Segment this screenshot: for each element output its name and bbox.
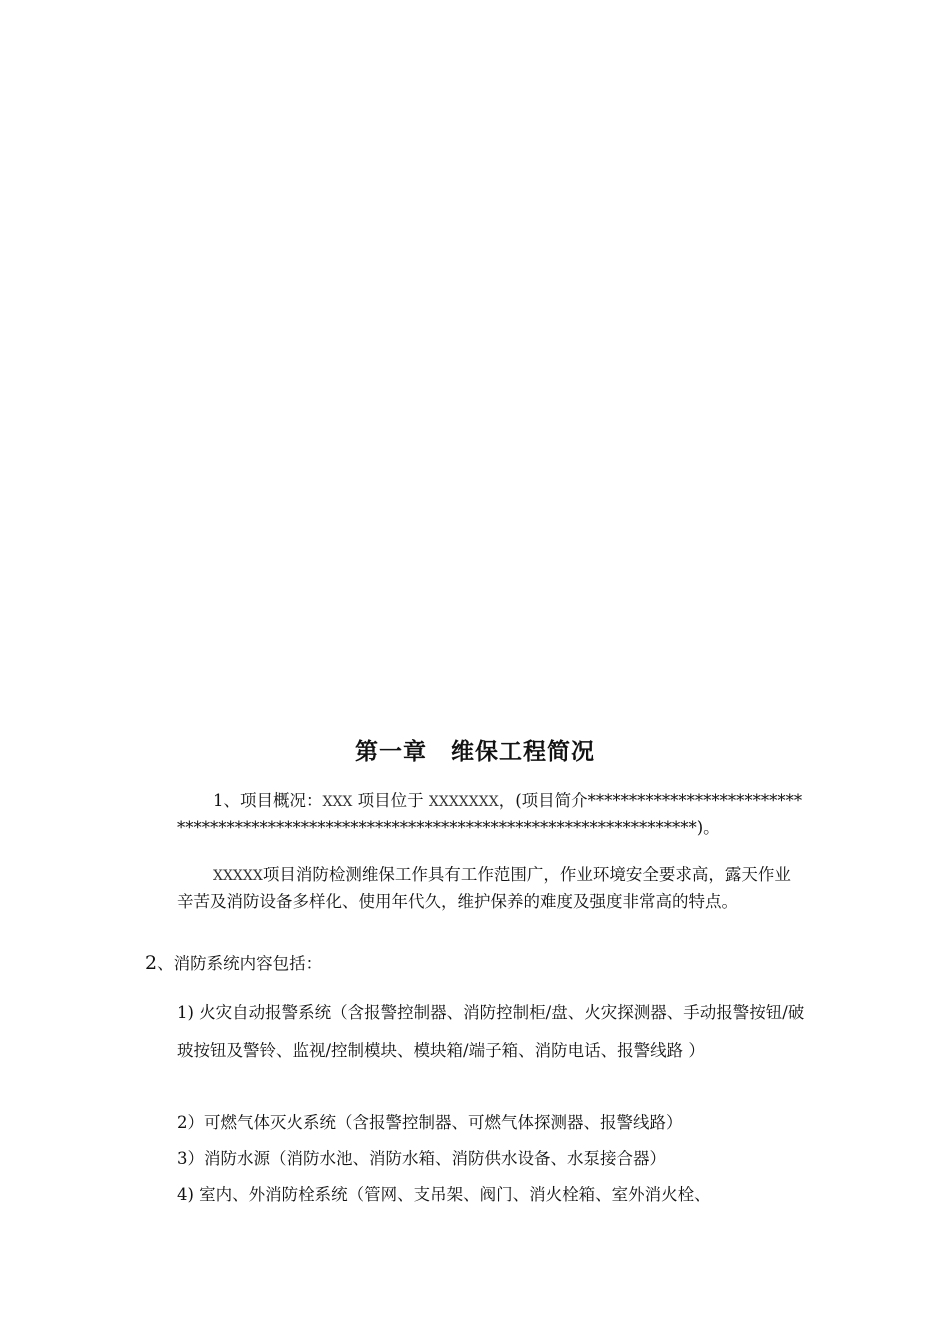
project-features-paragraph	[177, 862, 807, 915]
project-features-text: 项目消防检测维保工作具有工作范围广，作业环境安全要求高，露天作业辛苦及消防设备多样化、使用年代久，维护保养的难度及强度非常高的特点。	[177, 865, 791, 911]
system-item-1: 1) 火灾自动报警系统（含报警控制器、消防控制柜/盘、火灾探测器、手动报警按钮/破玻按钮及警铃、监视/控制模块、模块箱/端子箱、消防电话、报警线路 ）	[177, 1003, 805, 1060]
overview-mid: 项目位于	[352, 791, 429, 810]
system-item-4: 4) 室内、外消防栓系统（管网、支吊架、阀门、消火栓箱、室外消火栓、	[177, 1185, 711, 1204]
project-name: XXXXX	[213, 868, 263, 884]
system-item-4-wrapper	[177, 1176, 807, 1216]
chapter-title: 第一章 维保工程简况	[355, 738, 595, 765]
project-location: XXXXXXX	[428, 794, 499, 810]
project-overview-paragraph	[177, 788, 807, 841]
project-code: XXX	[322, 794, 353, 810]
overview-prefix: 1、项目概况：	[213, 791, 323, 810]
section-2-heading	[145, 950, 322, 977]
section-2-number: 2	[145, 952, 158, 974]
project-intro: ，(项目简介*****************************************************************************************)。	[177, 791, 803, 837]
system-item-3: 3）消防水源（消防水池、消防水箱、消防供水设备、水泵接合器）	[177, 1149, 666, 1168]
system-item-2: 2）可燃气体灭火系统（含报警控制器、可燃气体探测器、报警线路）	[177, 1113, 683, 1132]
section-2-title: 、消防系统内容包括：	[157, 954, 323, 973]
